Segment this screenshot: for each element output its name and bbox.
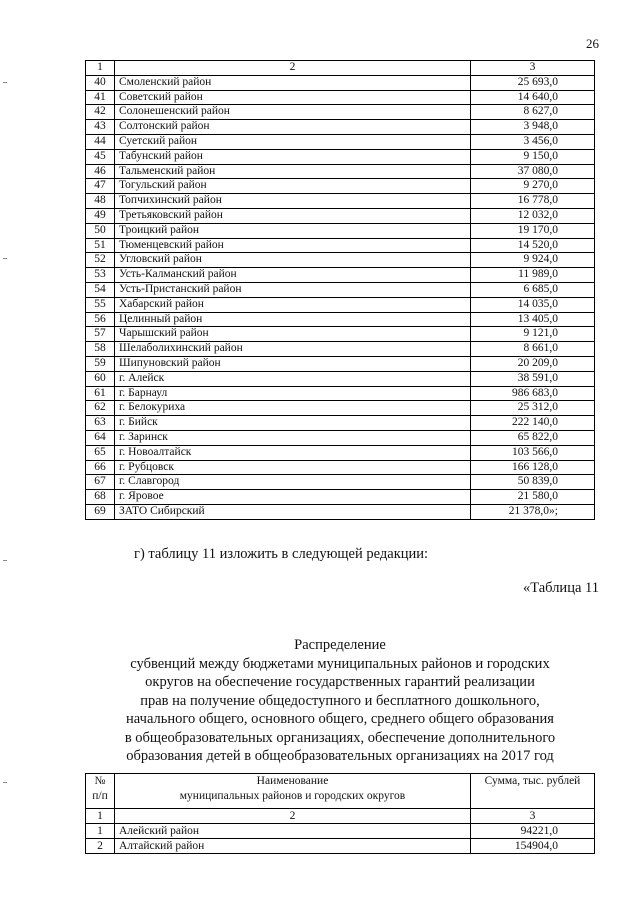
row-number: 52 <box>86 253 115 268</box>
amount-value: 103 566,0 <box>471 445 595 460</box>
table-row <box>86 475 595 490</box>
row-number: 49 <box>86 208 115 223</box>
amount-value: 9 270,0 <box>471 179 595 194</box>
heading-line: начального общего, основного общего, среднего общего образования <box>126 711 554 727</box>
row-number: 40 <box>86 75 115 90</box>
municipality-name: Смоленский район <box>115 75 471 90</box>
table-row <box>86 401 595 416</box>
column-header-name <box>115 774 471 809</box>
heading-line: в общеобразовательных организациях, обеспечение дополнительного <box>124 729 556 746</box>
municipality-name: г. Рубцовск <box>115 460 471 475</box>
amount-value: 14 035,0 <box>471 297 595 312</box>
row-number: 56 <box>86 312 115 327</box>
amount-value: 13 405,0 <box>471 312 595 327</box>
municipality-name: Алтайский район <box>115 839 471 854</box>
column-index-1: 1 <box>86 809 115 824</box>
table-row <box>86 90 595 105</box>
amount-value: 94221,0 <box>471 824 595 839</box>
table-caption: «Таблица 11 <box>523 580 599 596</box>
amendment-instruction: г) таблицу 11 изложить в следующей редакции: <box>134 546 429 562</box>
municipality-name: Усть-Калманский район <box>115 268 471 283</box>
row-number: 62 <box>86 401 115 416</box>
table-row <box>86 342 595 357</box>
municipality-name: г. Белокуриха <box>115 401 471 416</box>
municipality-name: г. Славгород <box>115 475 471 490</box>
municipality-name: Третьяковский район <box>115 208 471 223</box>
row-number: 68 <box>86 490 115 505</box>
amount-value: 11 989,0 <box>471 268 595 283</box>
column-index-3: 3 <box>471 61 595 76</box>
municipality-name: Солтонский район <box>115 120 471 135</box>
row-number: 59 <box>86 356 115 371</box>
row-number: 43 <box>86 120 115 135</box>
margin-mark <box>3 82 7 83</box>
row-number: 51 <box>86 238 115 253</box>
row-number: 50 <box>86 223 115 238</box>
table-row <box>86 460 595 475</box>
table-row <box>86 839 595 854</box>
column-index-3: 3 <box>471 809 595 824</box>
table-row <box>86 164 595 179</box>
row-number: 44 <box>86 134 115 149</box>
row-number: 55 <box>86 297 115 312</box>
municipality-name: Тальменский район <box>115 164 471 179</box>
municipality-name: Тюменцевский район <box>115 238 471 253</box>
municipality-name: Суетский район <box>115 134 471 149</box>
table-row <box>86 75 595 90</box>
row-number: 66 <box>86 460 115 475</box>
amount-value: 9 150,0 <box>471 149 595 164</box>
row-number: 65 <box>86 445 115 460</box>
table-index-row <box>86 809 595 824</box>
municipality-name: г. Алейск <box>115 371 471 386</box>
municipality-name: Топчихинский район <box>115 194 471 209</box>
amount-value: 50 839,0 <box>471 475 595 490</box>
amount-value: 154904,0 <box>471 839 595 854</box>
page-number: 26 <box>586 36 599 51</box>
row-number: 46 <box>86 164 115 179</box>
column-header-number <box>86 774 115 809</box>
column-index-2: 2 <box>115 61 471 76</box>
table-row <box>86 504 595 519</box>
table-row <box>86 105 595 120</box>
row-number: 42 <box>86 105 115 120</box>
margin-mark <box>3 560 7 561</box>
table-row <box>86 386 595 401</box>
municipality-name: Солонешенский район <box>115 105 471 120</box>
row-number: 45 <box>86 149 115 164</box>
row-number: 58 <box>86 342 115 357</box>
row-number: 69 <box>86 504 115 519</box>
row-number: 67 <box>86 475 115 490</box>
margin-mark <box>3 258 7 259</box>
municipality-name: г. Новоалтайск <box>115 445 471 460</box>
amount-value: 986 683,0 <box>471 386 595 401</box>
amount-value: 8 627,0 <box>471 105 595 120</box>
municipality-name: г. Бийск <box>115 416 471 431</box>
margin-mark <box>3 782 7 783</box>
heading-line: образования детей в общеобразовательных организациях на 2017 год <box>126 748 554 764</box>
amount-value: 3 456,0 <box>471 134 595 149</box>
table-row <box>86 824 595 839</box>
municipality-name: Шелаболихинский район <box>115 342 471 357</box>
row-number: 1 <box>86 824 115 839</box>
table-row <box>86 327 595 342</box>
table-row <box>86 208 595 223</box>
amount-value: 12 032,0 <box>471 208 595 223</box>
municipality-name: Алейский район <box>115 824 471 839</box>
municipality-name: Чарышский район <box>115 327 471 342</box>
row-number: 41 <box>86 90 115 105</box>
amount-value: 9 924,0 <box>471 253 595 268</box>
municipality-name: г. Барнаул <box>115 386 471 401</box>
table-row <box>86 223 595 238</box>
municipality-name: Целинный район <box>115 312 471 327</box>
row-number: 64 <box>86 430 115 445</box>
column-index-2: 2 <box>115 809 471 824</box>
table-row <box>86 179 595 194</box>
municipality-name: Тогульский район <box>115 179 471 194</box>
header-name-line: муниципальных районов и городских округов <box>179 790 406 802</box>
header-name-line: Наименование <box>256 775 329 787</box>
amount-value: 14 640,0 <box>471 90 595 105</box>
table-row <box>86 194 595 209</box>
table-row <box>86 282 595 297</box>
amount-value: 9 121,0 <box>471 327 595 342</box>
row-number: 48 <box>86 194 115 209</box>
row-number: 60 <box>86 371 115 386</box>
table-row <box>86 430 595 445</box>
row-number: 2 <box>86 839 115 854</box>
amount-value: 19 170,0 <box>471 223 595 238</box>
table-row <box>86 149 595 164</box>
table-row <box>86 416 595 431</box>
amount-value: 14 520,0 <box>471 238 595 253</box>
amount-value: 8 661,0 <box>471 342 595 357</box>
amount-value: 6 685,0 <box>471 282 595 297</box>
amount-value: 37 080,0 <box>471 164 595 179</box>
heading-line: субвенций между бюджетами муниципальных районов и городских <box>130 655 550 672</box>
municipality-name: г. Яровое <box>115 490 471 505</box>
heading-line: прав на получение общедоступного и бесплатного дошкольного, <box>140 692 540 709</box>
header-number-line: № <box>94 775 106 787</box>
row-number: 53 <box>86 268 115 283</box>
amount-value: 16 778,0 <box>471 194 595 209</box>
table-row <box>86 312 595 327</box>
row-number: 63 <box>86 416 115 431</box>
row-number: 47 <box>86 179 115 194</box>
amount-value: 21 378,0»; <box>471 504 595 519</box>
table-header-row <box>86 61 595 76</box>
municipality-name: Хабарский район <box>115 297 471 312</box>
municipality-name: Табунский район <box>115 149 471 164</box>
table-row <box>86 268 595 283</box>
amount-value: 25 312,0 <box>471 401 595 416</box>
table-row <box>86 371 595 386</box>
amount-value: 20 209,0 <box>471 356 595 371</box>
municipality-name: г. Заринск <box>115 430 471 445</box>
municipality-name: Троицкий район <box>115 223 471 238</box>
table-row <box>86 238 595 253</box>
table-row <box>86 120 595 135</box>
municipality-name: Усть-Пристанский район <box>115 282 471 297</box>
amount-value: 3 948,0 <box>471 120 595 135</box>
municipality-name: Шипуновский район <box>115 356 471 371</box>
heading-line: Распределение <box>294 637 386 653</box>
table-row <box>86 253 595 268</box>
header-number-line: п/п <box>92 790 108 802</box>
subvention-table <box>85 773 595 854</box>
municipality-name: ЗАТО Сибирский <box>115 504 471 519</box>
row-number: 54 <box>86 282 115 297</box>
table-row <box>86 445 595 460</box>
heading-line: округов на обеспечение государственных гарантий реализации <box>145 674 535 690</box>
municipality-name: Советский район <box>115 90 471 105</box>
table-row <box>86 356 595 371</box>
table-row <box>86 297 595 312</box>
amount-value: 166 128,0 <box>471 460 595 475</box>
municipality-name: Угловский район <box>115 253 471 268</box>
amount-value: 25 693,0 <box>471 75 595 90</box>
amount-value: 21 580,0 <box>471 490 595 505</box>
row-number: 61 <box>86 386 115 401</box>
amount-value: 222 140,0 <box>471 416 595 431</box>
column-header-sum: Сумма, тыс. рублей <box>471 774 595 809</box>
column-index-1: 1 <box>86 61 115 76</box>
table-row <box>86 134 595 149</box>
table-header-row <box>86 774 595 809</box>
distribution-heading <box>80 636 600 766</box>
table-row <box>86 490 595 505</box>
row-number: 57 <box>86 327 115 342</box>
amount-value: 38 591,0 <box>471 371 595 386</box>
allocation-table-continued <box>85 60 595 520</box>
amount-value: 65 822,0 <box>471 430 595 445</box>
